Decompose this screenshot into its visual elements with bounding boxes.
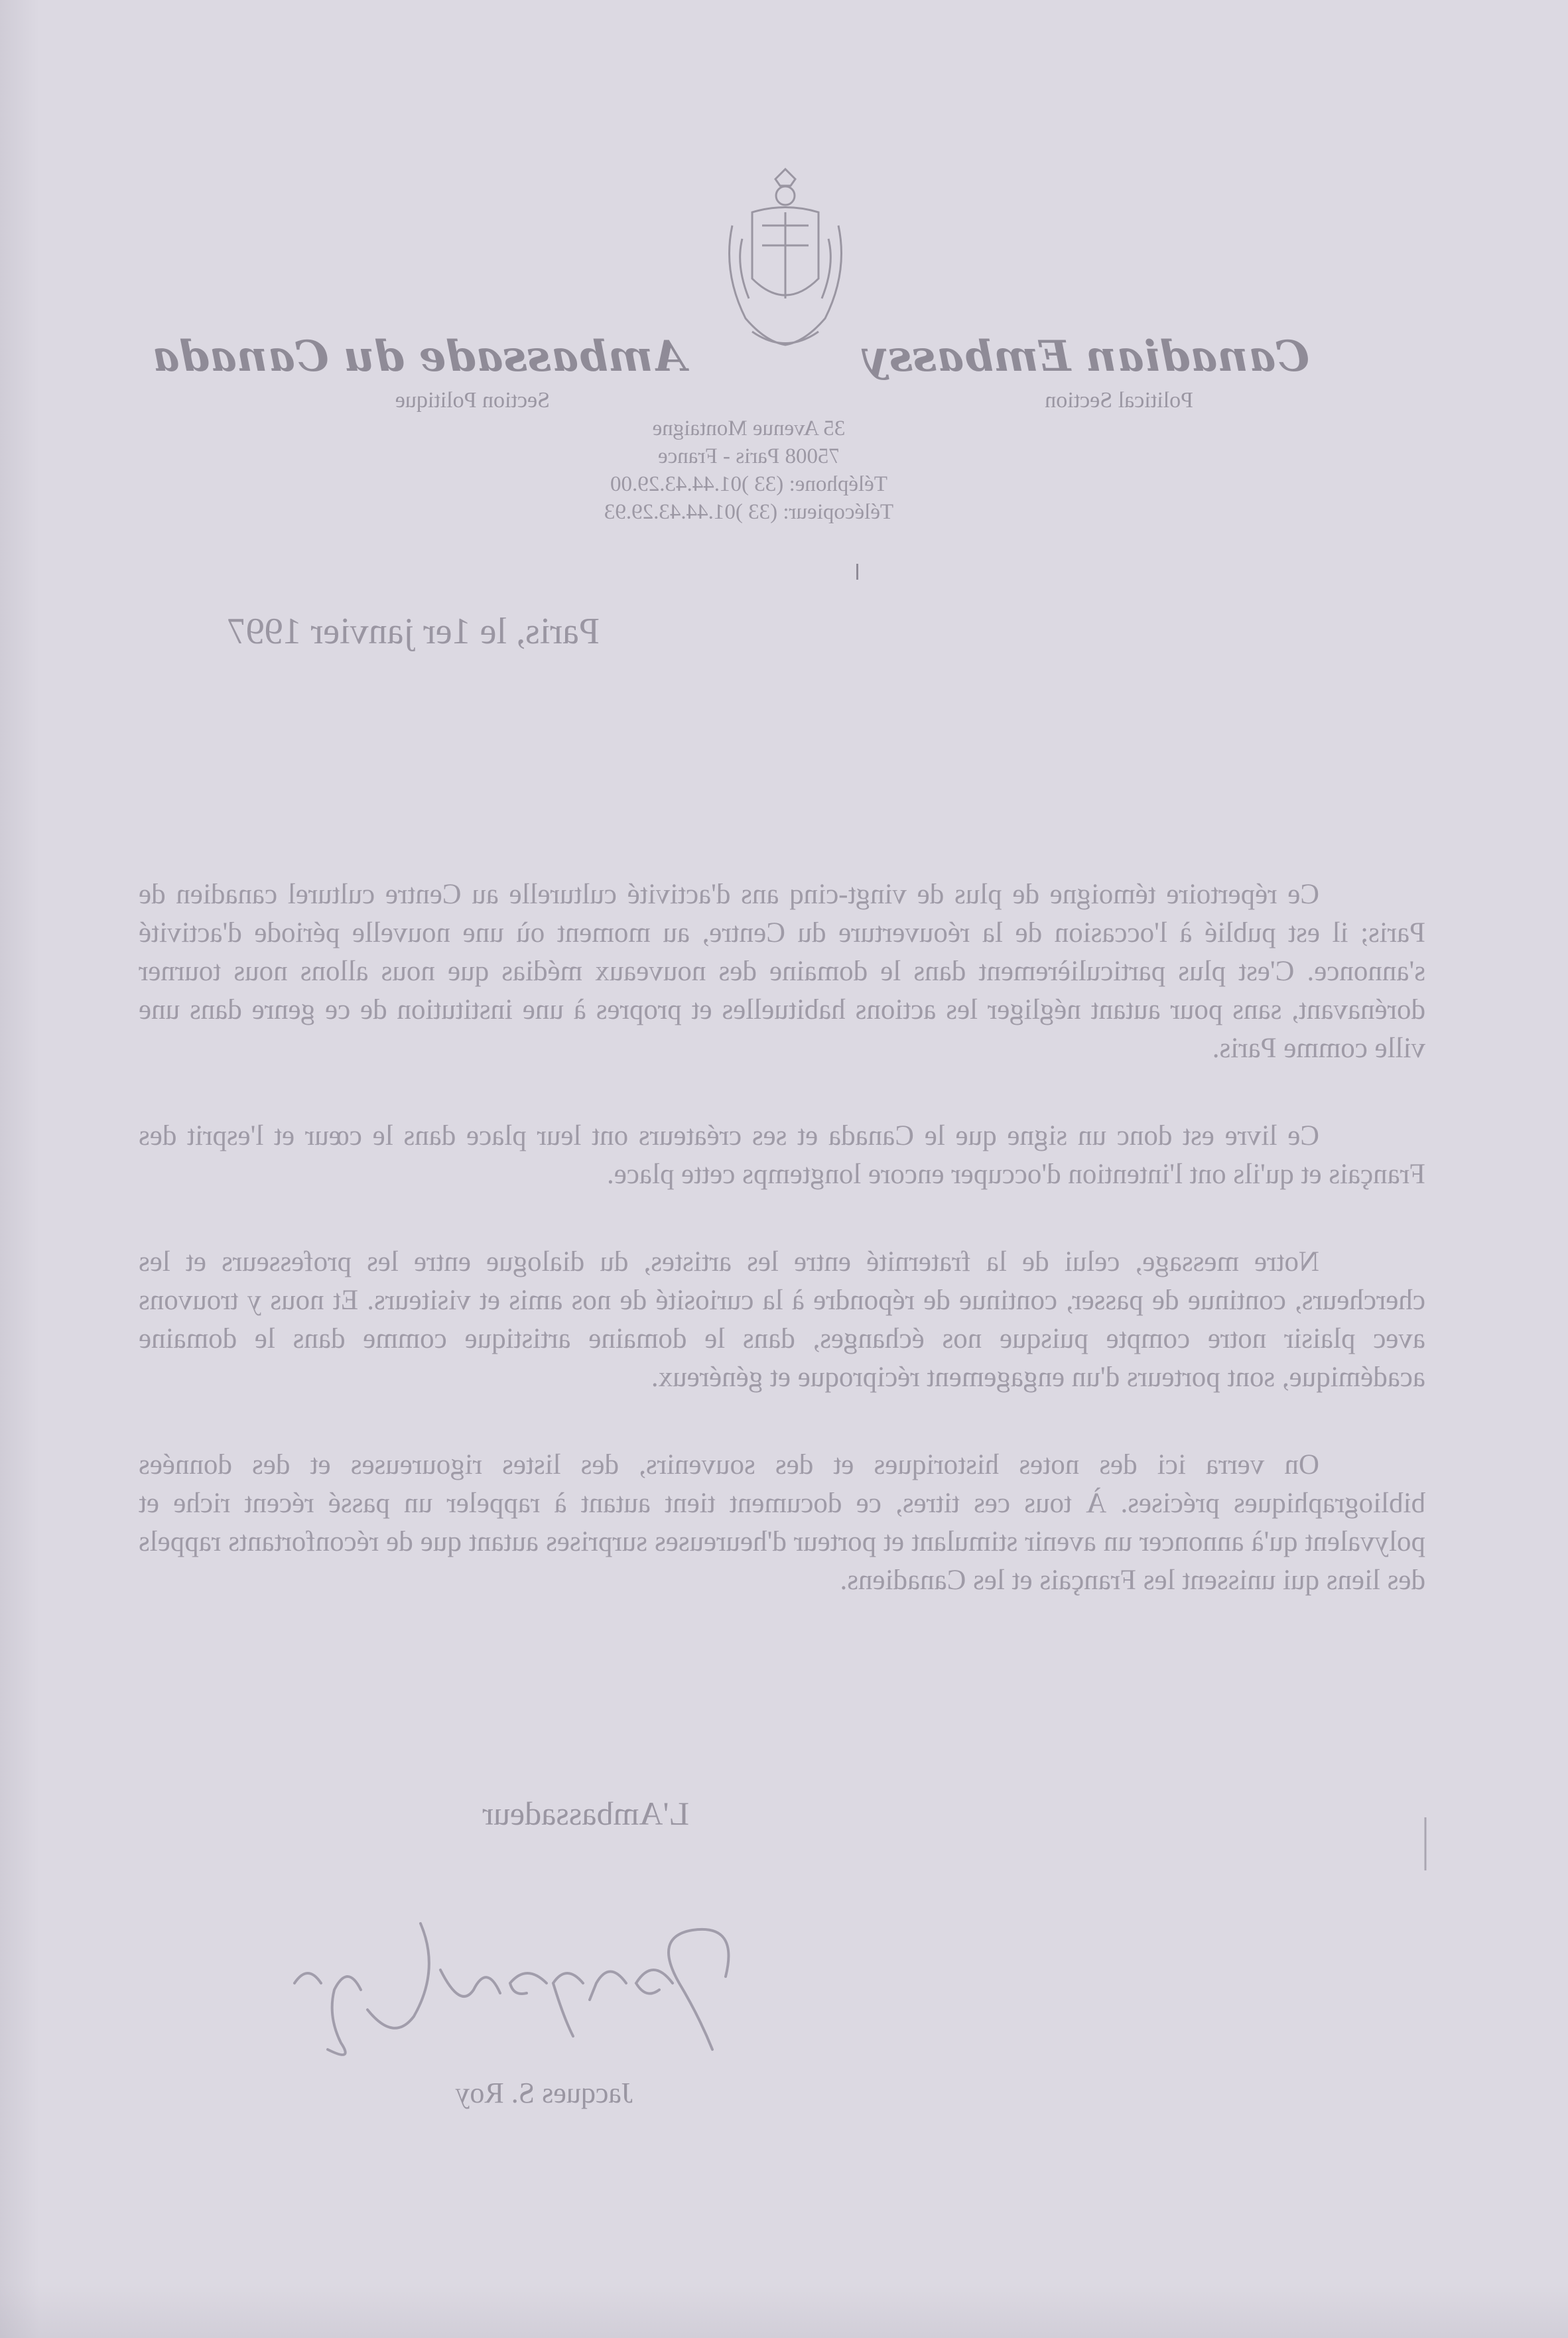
- closing-title: L'Ambassadeur: [482, 1795, 689, 1832]
- scan-edge-shadow-bottom: [0, 2285, 1568, 2338]
- letter-body: [139, 876, 1425, 1649]
- signer-name: Jacques S. Roy: [455, 2077, 633, 2109]
- body-paragraph-3: Notre message, celui de la fraternité entre les artistes, du dialogue entre les professeurs et les chercheurs, continue de passer, continue de répondre à la curiosité de nos amis et visiteurs. Et nous y trouvons avec plaisir notre compte puisque nos échanges, dans le domaine artistique comme dans le domaine académique, sont porteurs d'un engagement réciproque et généreux.: [139, 1246, 1425, 1393]
- address-fax: Télécopieur: (33 )01.44.43.29.93: [604, 500, 894, 524]
- letterhead-english-section: Political Section: [1045, 388, 1193, 413]
- address-phone: Téléphone: (33 )01.44.43.29.00: [610, 472, 887, 496]
- address-city: 75008 Paris - France: [657, 444, 840, 468]
- body-paragraph-2: Ce livre est donc un signe que le Canada et ses créateurs ont leur place dans le cœur et l'esprit des Français et qu'ils ont l'intention d'occuper encore longtemps cette place.: [139, 1120, 1425, 1190]
- body-paragraph-4: On verra ici des notes historiques et des souvenirs, des listes rigoureuses et des données bibliographiques précises. À tous ces titres, ce document tient autant à rappeler un passé récent riche et polyvalent qu'à annoncer un avenir stimulant et porteur d'heureuses surprises autant que de réconfortants rappels des liens qui unissent les Français et les Canadiens.: [139, 1449, 1425, 1596]
- margin-pencil-mark: [1422, 1817, 1429, 1870]
- letterhead-french-title: Ambassade du Canada: [151, 332, 686, 381]
- letter-date: Paris, le 1er janvier 1997: [227, 611, 600, 652]
- letterhead-french-section: Section Politique: [395, 388, 550, 413]
- handwritten-signature-icon: [275, 1884, 752, 2069]
- body-paragraph-1: Ce répertoire témoigne de plus de vingt-cinq ans d'activité culturelle au Centre culturel canadien de Paris; il est publié à l'occasion de la réouverture du Centre, au moment où une nouvelle période d'activité s'annonce. C'est plus particulièrement dans le domaine des nouveaux médias que nous allons nous tourner dorénavant, sans pour autant négliger les actions habituelles et propres à une institution de ce genre dans une ville comme Paris.: [139, 879, 1425, 1064]
- letterhead-english-title: Canadian Embassy: [864, 332, 1309, 381]
- address-street: 35 Avenue Montaigne: [652, 417, 846, 440]
- coat-of-arms-icon: [712, 166, 858, 365]
- header-tick-mark: [856, 564, 858, 580]
- embassy-address: [576, 415, 921, 526]
